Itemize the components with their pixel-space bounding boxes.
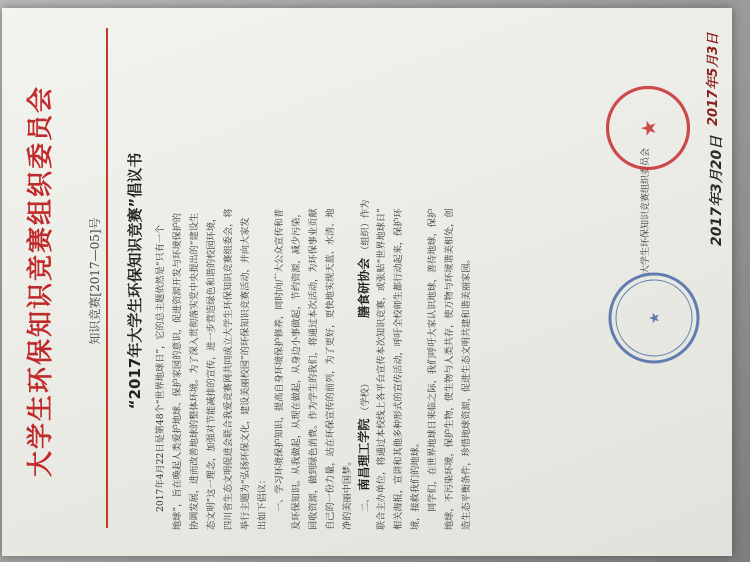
body-line: 态文明”这一理念，加强对节能减排的宣传，进一步营造绿色和谐的校园环境， [206, 212, 217, 530]
org-label: （组织）作为 [360, 199, 371, 255]
document-body [152, 30, 475, 530]
body-line: 联合主办单位，将通过本校线上各平台宣传本次知识竞赛，或张贴“世界地球日” [376, 208, 387, 530]
body-line: 协调发展，进而改善地球的整体环境。为了深入贯彻落实党中央提出的“建设生 [189, 212, 200, 530]
body-line: 地球”，旨在唤起人类爱护地球、保护家园的意识，促进资源开发与环境保护的 [172, 212, 183, 530]
body-line: 一、学习环境保护知识，提高自身环境保护修养，同时向广大公众宣传和普 [274, 208, 285, 512]
svg-text:★: ★ [647, 311, 663, 325]
handwritten-school: 南昌理工学院 [357, 418, 371, 491]
body-line: 出如下倡议： [257, 474, 268, 530]
handwritten-org: 膳食研协会 [357, 257, 371, 318]
document-title: “2017年大学生环保知识竞赛”倡议书 [126, 152, 144, 410]
body-line: 举行主题为“弘扬环保文化，建设美丽校园”的环保知识竞赛活动，并向大家发 [240, 217, 251, 530]
body-line: 同学们，在世界地球日来临之际，我们呼吁大家认识地球，善待地球，保护 [427, 208, 438, 512]
rotated-document [2, 8, 732, 556]
school-label: （学校） [360, 378, 371, 416]
fill-prefix: 二、 [360, 493, 371, 512]
body-line: 四川省生态文明促进会联合我爱竞赛网共同成立大学生环保知识竞赛组委会，将 [223, 208, 234, 530]
body-line: 境，接救我们的地球。 [410, 438, 421, 530]
fill-in-line [356, 30, 373, 530]
body-line: 2017年4月22日是第48个“世界地球日”，它的总主题依然是“只有一个 [155, 224, 166, 512]
red-association-stamp [602, 82, 694, 174]
body-line: 造生态平衡条件，珍惜地球资源，促进生态文明共建和谐美丽家园。 [461, 254, 472, 530]
body-line: 净的美丽中国梦。 [342, 456, 353, 530]
body-line: 相关海报，宣讲和其他多种形式的宣传活动，呼吁全校师生都行动起来，保护环 [393, 208, 404, 530]
document-number: 知识竞赛[2017—05]号 [88, 217, 102, 345]
blue-committee-stamp [604, 268, 704, 368]
body-line: 自己的一份力量，站在环保宣传的前列，为了更好，更快地实现天蓝、水清、地 [325, 208, 336, 530]
handwritten-date: 2017年3月20日 [709, 135, 725, 246]
signatory-org: 大学生环保知识竞赛组织委员会 [641, 147, 651, 274]
org-header: 大学生环保知识竞赛组织委员会 [26, 85, 56, 478]
body-line: 及环保知识。从我做起，从现在做起，从身边小事做起，节约资源，减少污染， [291, 208, 302, 530]
svg-text:★: ★ [636, 118, 661, 138]
document-paper [2, 8, 732, 556]
body-line: 回收资源，做到绿色消费。作为学生的我们，将通过本次活动，为环保事业贡献 [308, 208, 319, 530]
handwritten-date-2: 2017年5月3日 [706, 32, 721, 126]
red-divider [106, 28, 108, 528]
body-line: 地球，不污染环境，保护生物，使生物与人类共存，使万物与环境谐美相处，创 [444, 208, 455, 530]
